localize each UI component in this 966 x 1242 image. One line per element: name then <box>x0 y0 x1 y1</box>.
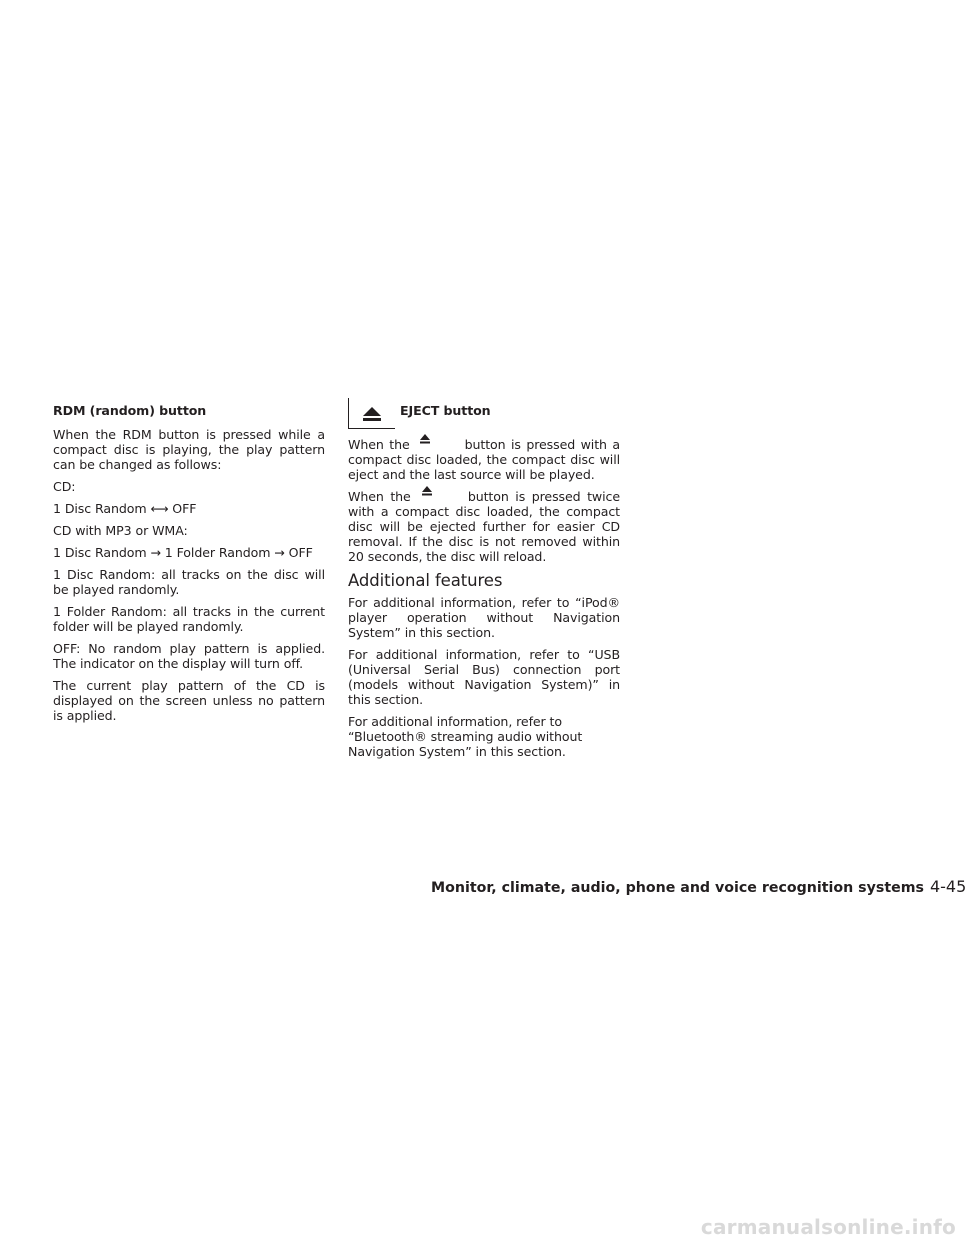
additional-usb: For additional information, refer to “USB (Universal Serial Bus) connection port (models without Navigation System)” in this section. <box>348 647 620 707</box>
watermark: carmanualsonline.info <box>700 1215 956 1239</box>
eject-p1-end: button is pressed with a compact disc loaded, the compact disc will eject and the last source will be played. <box>348 437 621 482</box>
eject-p2-end: button is pressed twice with a compact disc loaded, the compact disc will be ejected further for easier CD removal. If the disc is not removed within 20 seconds, the disc will reload. <box>348 489 620 564</box>
off-desc: OFF: No random play pattern is applied. The indicator on the display will turn off. <box>53 641 325 671</box>
eject-icon <box>362 407 382 421</box>
folder-random-desc: 1 Folder Random: all tracks in the current folder will be played randomly. <box>53 604 325 634</box>
left-column <box>53 403 325 730</box>
section-title: Monitor, climate, audio, phone and voice recognition systems <box>431 880 924 896</box>
cd-label: CD: <box>53 479 76 494</box>
page-footer <box>431 877 966 897</box>
right-column <box>348 403 620 766</box>
eject-p1-start: When the <box>348 437 410 452</box>
eject-heading-block <box>348 403 620 429</box>
rdm-intro: When the RDM button is pressed while a compact disc is playing, the play pattern can be changed as follows: <box>53 427 325 472</box>
eject-p2-start: When the <box>348 489 411 504</box>
current-pattern-desc: The current play pattern of the CD is displayed on the screen unless no pattern is applied. <box>53 678 325 723</box>
mp3-sequence: 1 Disc Random → 1 Folder Random → OFF <box>53 545 313 560</box>
eject-icon <box>419 434 431 444</box>
eject-paragraph-1 <box>348 437 620 482</box>
inline-eject-icon <box>415 437 459 452</box>
additional-features-heading: Additional features <box>348 571 503 590</box>
eject-paragraph-2 <box>348 489 620 564</box>
mp3-label: CD with MP3 or WMA: <box>53 523 188 538</box>
rdm-heading: RDM (random) button <box>53 403 207 418</box>
eject-heading: EJECT button <box>400 403 491 418</box>
cd-sequence: 1 Disc Random ⟷ OFF <box>53 501 197 516</box>
page-number: 4-45 <box>929 877 966 896</box>
disc-random-desc: 1 Disc Random: all tracks on the disc will be played randomly. <box>53 567 325 597</box>
additional-bluetooth: For additional information, refer to “Bluetooth® streaming audio without Navigation System” in this section. <box>348 714 583 759</box>
eject-icon <box>421 486 433 496</box>
inline-eject-icon <box>417 489 461 504</box>
additional-ipod: For additional information, refer to “iPod® player operation without Navigation System” in this section. <box>348 595 620 640</box>
eject-icon-box <box>348 398 395 429</box>
